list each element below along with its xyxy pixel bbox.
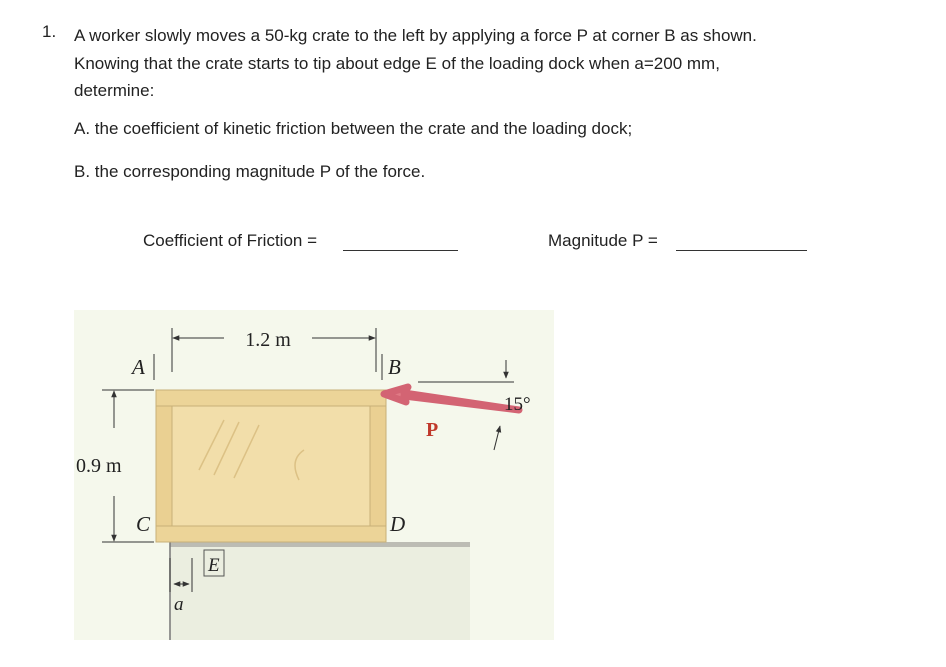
- magnitude-answer-blank[interactable]: [676, 250, 807, 251]
- problem-statement: [74, 22, 874, 105]
- crate: [156, 390, 386, 542]
- width-label: 1.2 m: [245, 329, 291, 351]
- crate-bottom-board: [156, 526, 386, 542]
- part-a-text: A. the coefficient of kinetic friction between the crate and the loading dock;: [74, 119, 633, 138]
- crate-top-board: [156, 390, 386, 406]
- dim-a-label: a: [174, 594, 184, 615]
- point-e-label: E: [208, 555, 220, 576]
- statement-line-2: Knowing that the crate starts to tip about edge E of the loading dock when a=200 mm,: [74, 53, 720, 73]
- part-b-text: B. the corresponding magnitude P of the force.: [74, 162, 426, 181]
- dock-surface: [170, 542, 470, 547]
- magnitude-answer-label: Magnitude P =: [548, 231, 658, 250]
- point-a-label: A: [132, 355, 145, 379]
- point-d-label: D: [390, 512, 406, 536]
- problem-number: 1.: [42, 22, 57, 41]
- point-b-label: B: [388, 355, 401, 379]
- crate-right-board: [370, 406, 386, 526]
- friction-answer-blank[interactable]: [343, 250, 458, 251]
- crate-diagram: [74, 310, 554, 640]
- angle-label: 15°: [504, 394, 531, 415]
- force-label: P: [426, 419, 439, 441]
- friction-answer-label: Coefficient of Friction =: [143, 231, 318, 250]
- crate-figure: [74, 310, 554, 640]
- crate-left-board: [156, 406, 172, 526]
- statement-line-3: determine:: [74, 81, 155, 100]
- height-label: 0.9 m: [76, 455, 122, 477]
- point-c-label: C: [136, 512, 151, 536]
- statement-line-1: A worker slowly moves a 50-kg crate to the left by applying a force P at corner B as shown.: [74, 26, 757, 45]
